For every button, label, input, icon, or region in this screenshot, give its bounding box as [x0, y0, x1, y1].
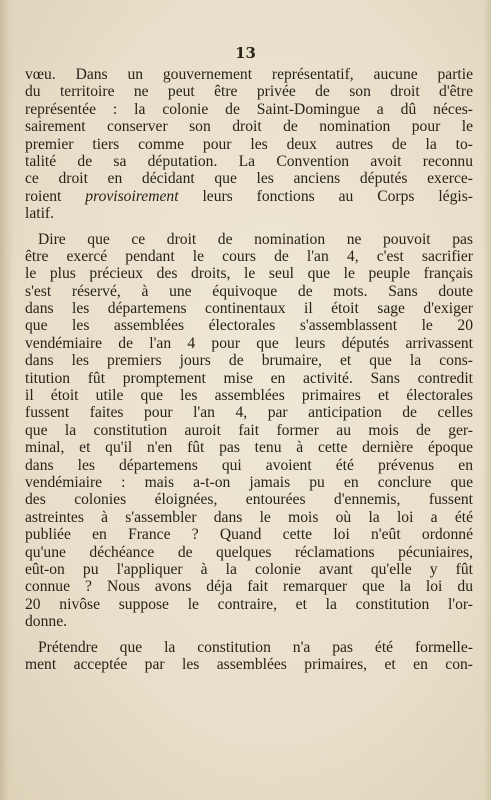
text-line: s'est réservé, à une équivoque de mots. Sans doute	[25, 282, 473, 300]
text-line: ment acceptée par les assemblées primaires, et en con-	[25, 655, 473, 673]
text-line: publiée en France ? Quand cette loi n'eût ordonné	[25, 526, 473, 544]
paragraph	[25, 66, 473, 223]
body-text	[25, 66, 473, 673]
text-line: du territoire ne peut être privée de son droit d'être	[25, 83, 473, 101]
text-line: donne.	[25, 613, 68, 631]
page-number: 13	[235, 44, 256, 62]
text-line: Dire que ce droit de nomination ne pouvoit pas	[38, 230, 473, 248]
page-binding-edge	[0, 0, 14, 800]
text-line: titution fût promptement mise en activité. Sans contredit	[25, 369, 473, 387]
text-line: vœu. Dans un gouvernement représentatif, aucune partie	[25, 66, 473, 83]
text-line: ce droit en décidant que les anciens députés exerce-	[25, 170, 473, 188]
text-line: vendémiaire de l'an 4 pour que leurs députés arrivassent	[25, 334, 473, 352]
text-line: il étoit utile que les assemblées primaires et électorales	[25, 387, 473, 405]
page-right-edge	[483, 0, 491, 800]
paragraph	[25, 639, 473, 674]
text-line: premier tiers comme pour les deux autres de la to-	[25, 135, 473, 153]
text-line: représentée : la colonie de Saint-Domingue a dû néces-	[25, 100, 473, 118]
text-line: eût-on pu l'appliquer à la colonie avant qu'elle y fût	[25, 560, 473, 578]
text-line: 20 nivôse suppose le contraire, et la constitution l'or-	[25, 595, 473, 613]
text-line: latif.	[25, 205, 55, 223]
text-line: dans les départemens continentaux il étoit sage d'exiger	[25, 300, 473, 318]
paragraph	[25, 231, 473, 631]
text-line: le plus précieux des droits, le seul que le peuple français	[25, 265, 473, 283]
text-line: talité de sa députation. La Convention avoit reconnu	[25, 152, 473, 170]
text-line: Prétendre que la constitution n'a pas été formelle-	[38, 638, 473, 656]
text-line: dans les premiers jours de brumaire, et que la cons-	[25, 352, 473, 370]
paragraph-gap	[25, 223, 473, 231]
text-line: minal, et qu'il n'en fût pas tenu à cette dernière époque	[25, 439, 473, 457]
text-line: qu'une déchéance de quelques réclamations pécuniaires,	[25, 543, 473, 561]
text-line: roient provisoirement leurs fonctions au Corps légis-	[25, 187, 473, 205]
text-line: que la constitution auroit fait former au mois de ger-	[25, 421, 473, 439]
text-line: sairement conserver son droit de nomination pour le	[25, 118, 473, 136]
text-line: des colonies éloignées, entourées d'ennemis, fussent	[25, 491, 473, 509]
paragraph-gap	[25, 631, 473, 639]
text-line: astreintes à s'assembler dans le mois où la loi a été	[25, 508, 473, 526]
text-line: connue ? Nous avons déja fait remarquer que la loi du	[25, 578, 473, 596]
text-line: que les assemblées électorales s'assemblassent le 20	[25, 317, 473, 335]
text-line: être exercé pendant le cours de l'an 4, c'est sacrifier	[25, 247, 473, 265]
text-line: dans les départemens qui avoient été prévenus en	[25, 456, 473, 474]
text-line: vendémiaire : mais a-t-on jamais pu en conclure que	[25, 473, 473, 491]
text-line: fussent faites pour l'an 4, par anticipation de celles	[25, 404, 473, 422]
